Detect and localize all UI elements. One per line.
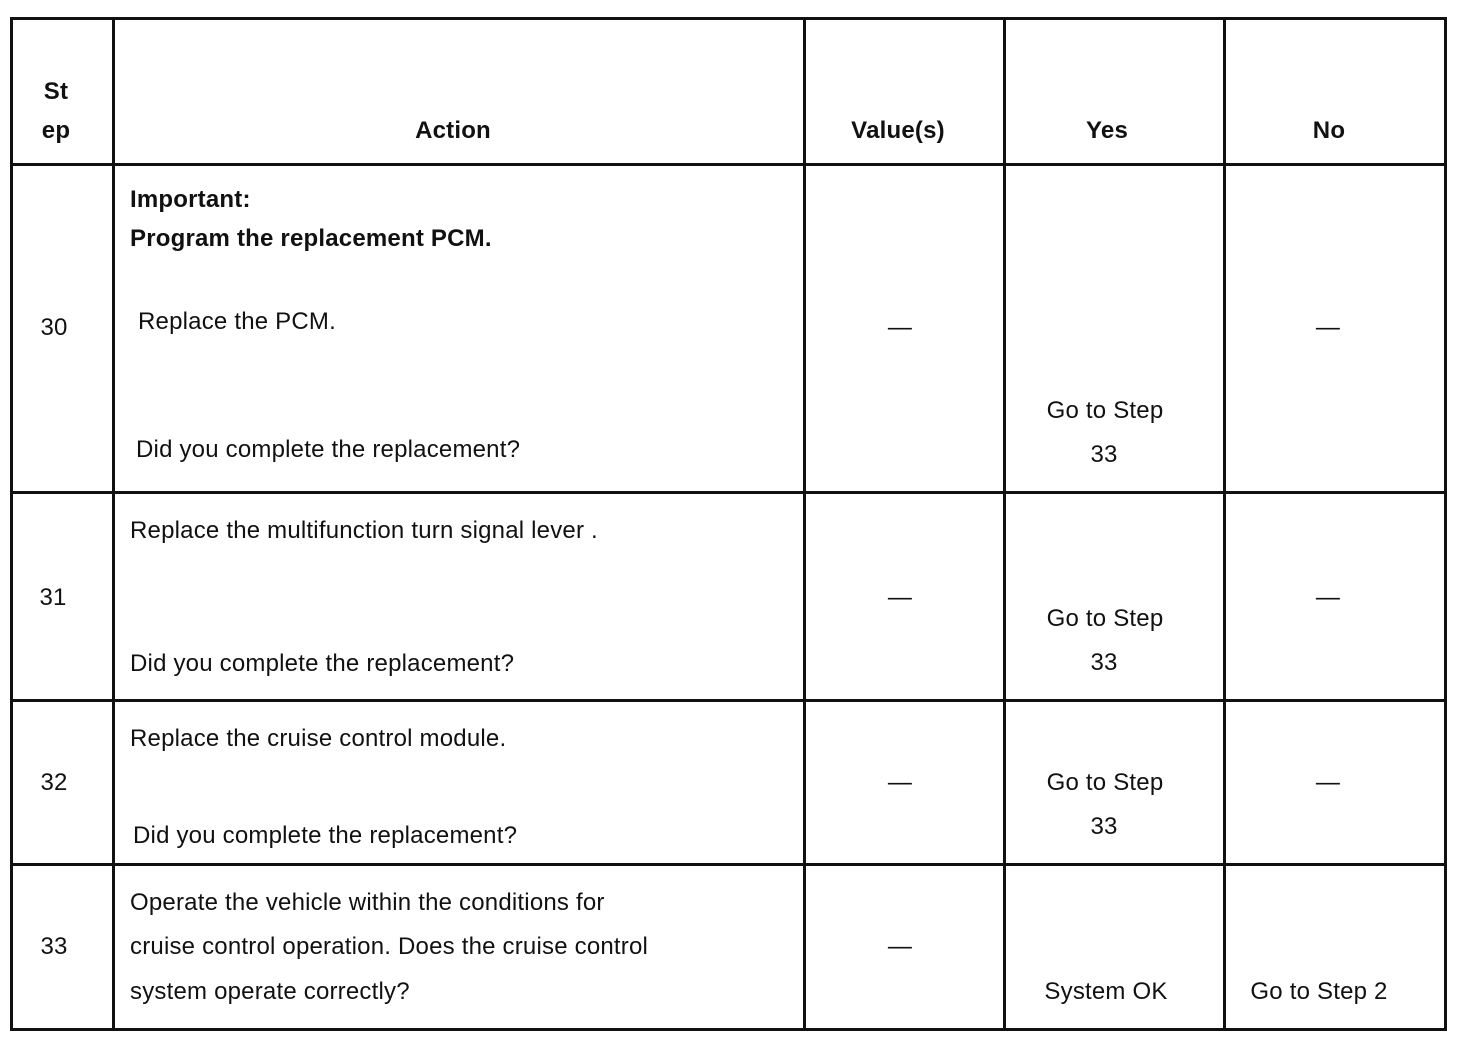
step-number: 31 (39, 584, 67, 611)
action-text-line1: Operate the vehicle within the conditions for (130, 889, 605, 916)
yes-cell: System OK (1044, 978, 1168, 1005)
grid-line (1444, 17, 1447, 1031)
action-text: Replace the cruise control module. (130, 725, 507, 752)
no-cell: Go to Step 2 (1250, 978, 1388, 1005)
yes-cell-line2: 33 (1090, 441, 1118, 468)
value-cell: — (887, 933, 913, 960)
header-step-line2: ep (41, 117, 71, 144)
yes-cell-line1: Go to Step (1046, 605, 1164, 632)
step-number: 32 (40, 769, 68, 796)
yes-cell-line1: Go to Step (1046, 769, 1164, 796)
header-yes: Yes (1086, 117, 1128, 144)
yes-cell-line2: 33 (1090, 813, 1118, 840)
grid-line (10, 863, 1447, 866)
header-no: No (1312, 117, 1346, 144)
grid-line (10, 699, 1447, 702)
no-cell: — (1315, 314, 1341, 341)
yes-cell-line1: Go to Step (1046, 397, 1164, 424)
important-label: Important: (130, 186, 251, 213)
action-question: Did you complete the replacement? (136, 436, 521, 463)
no-cell: — (1315, 584, 1341, 611)
grid-line (10, 17, 1447, 20)
value-cell: — (887, 584, 913, 611)
yes-cell-line2: 33 (1090, 649, 1118, 676)
header-step-line1: St (43, 78, 69, 105)
grid-line (803, 17, 806, 1031)
action-question: Did you complete the replacement? (130, 650, 515, 677)
action-text-line2: cruise control operation. Does the cruise control (130, 933, 649, 960)
value-cell: — (887, 769, 913, 796)
grid-line (10, 163, 1447, 166)
action-question: Did you complete the replacement? (133, 822, 518, 849)
action-text: Replace the multifunction turn signal lever . (130, 517, 598, 544)
step-number: 30 (40, 314, 68, 341)
header-action: Action (415, 117, 491, 144)
action-text-line3: system operate correctly? (130, 978, 410, 1005)
grid-line (1223, 17, 1226, 1031)
value-cell: — (887, 314, 913, 341)
grid-line (112, 17, 115, 1031)
important-text: Program the replacement PCM. (130, 225, 492, 252)
step-number: 33 (40, 933, 68, 960)
no-cell: — (1315, 769, 1341, 796)
action-text: Replace the PCM. (138, 308, 336, 335)
grid-line (10, 17, 13, 1031)
grid-line (10, 491, 1447, 494)
header-values: Value(s) (851, 117, 945, 144)
grid-line (1003, 17, 1006, 1031)
grid-line (10, 1028, 1447, 1031)
